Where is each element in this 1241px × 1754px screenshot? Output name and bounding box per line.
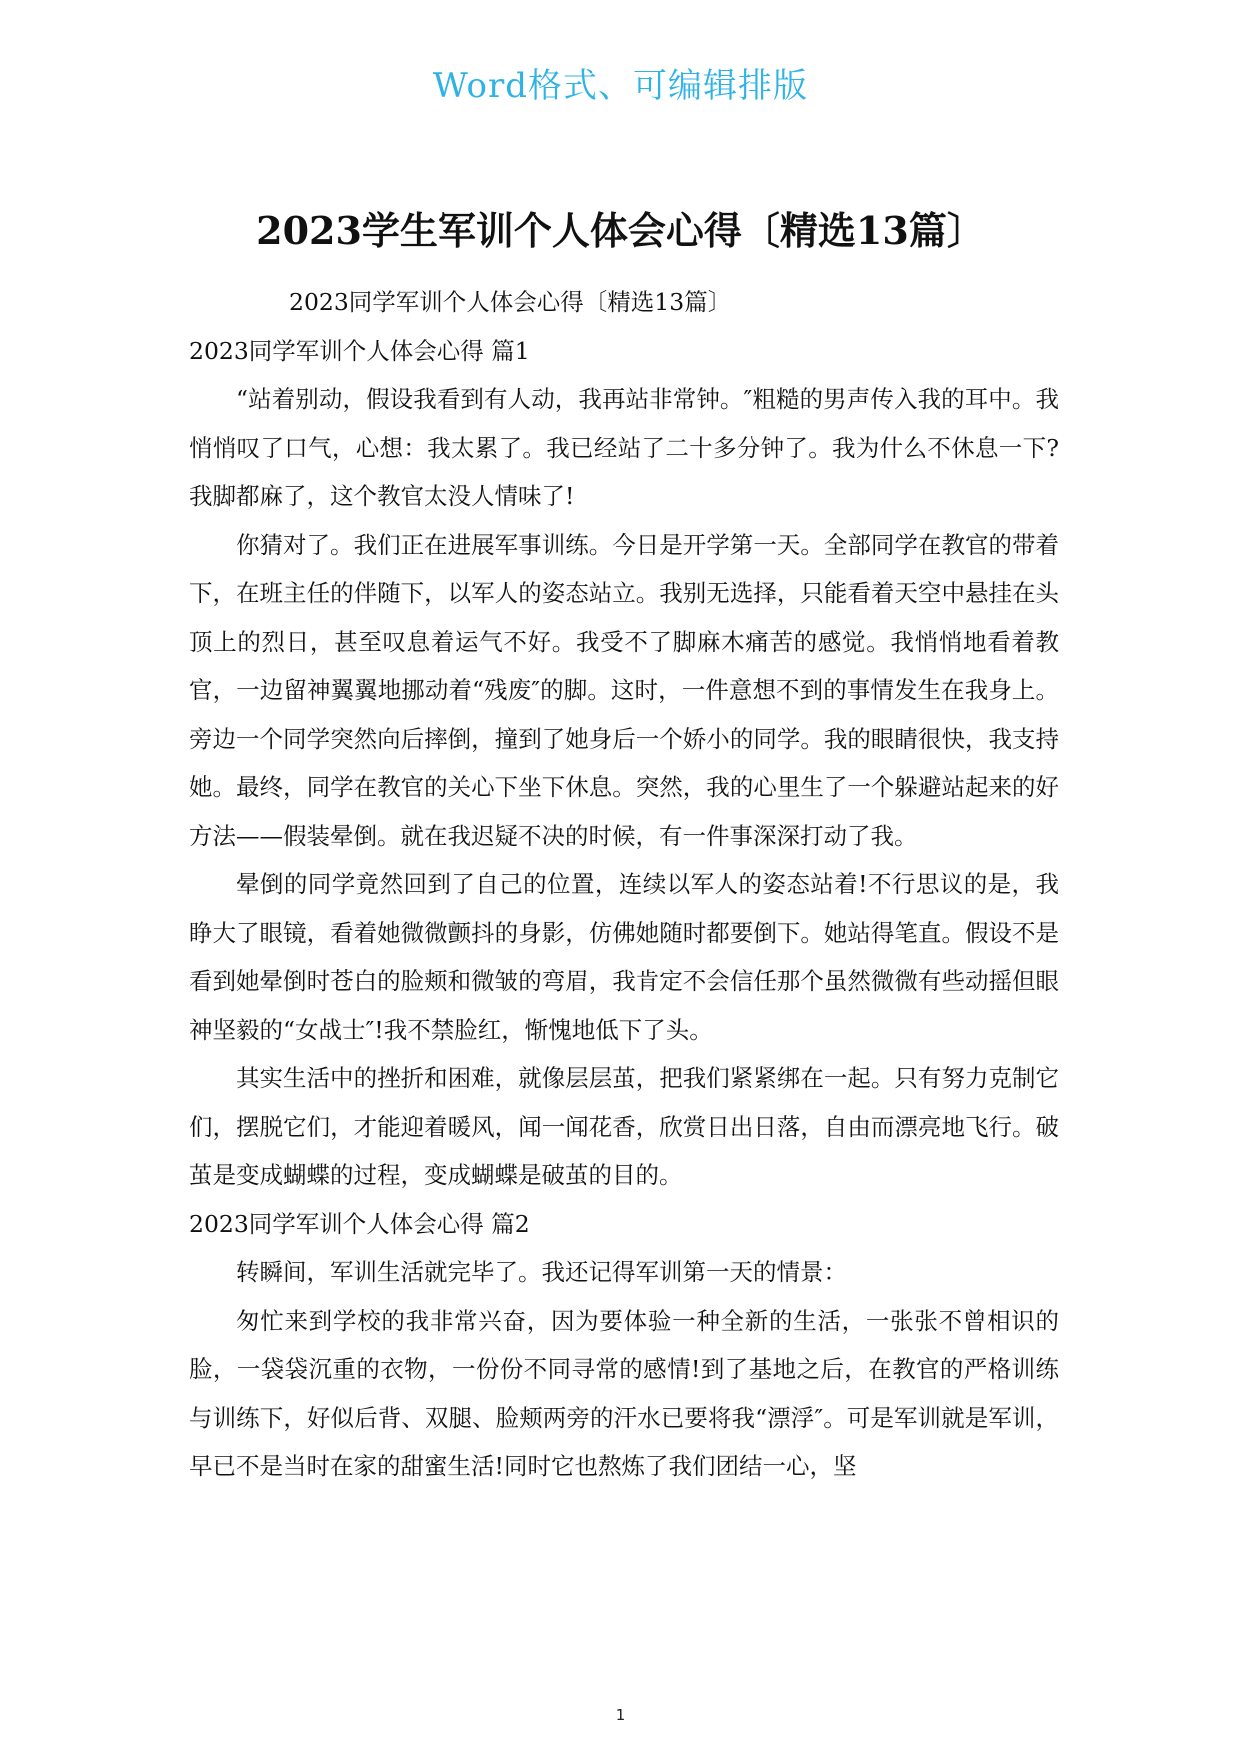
document-body: [189, 278, 1059, 1491]
header-banner: Word格式、可编辑排版: [432, 66, 809, 106]
section-heading-1: 2023同学军训个人体会心得 篇1: [189, 336, 530, 365]
paragraph: 转瞬间，军训生活就完毕了。我还记得军训第一天的情景：: [236, 1258, 847, 1286]
paragraph: 你猜对了。我们正在进展军事训练。今日是开学第一天。全部同学在教官的带着下，在班主任的伴随下，以军人的姿态站立。我别无选择，只能看着天空中悬挂在头顶上的烈日，甚至叹息着运气不好。我受不了脚麻木痛苦的感觉。我悄悄地看着教官，一边留神翼翼地挪动着“残废″的脚。这时，一件意想不到的事情发生在我身上。旁边一个同学突然向后摔倒，撞到了她身后一个娇小的同学。我的眼睛很快，我支持她。最终，同学在教官的关心下坐下休息。突然，我的心里生了一个躲避站起来的好方法——假装晕倒。就在我迟疑不决的时候，有一件事深深打动了我。: [189, 530, 1059, 850]
paragraph: 晕倒的同学竟然回到了自己的位置，连续以军人的姿态站着!不行思议的是，我睁大了眼镜，看着她微微颤抖的身影，仿佛她随时都要倒下。她站得笔直。假设不是看到她晕倒时苍白的脸颊和微皱的弯眉，我肯定不会信任那个虽然微微有些动摇但眼神坚毅的“女战士″!我不禁脸红，惭愧地低下了头。: [189, 870, 1059, 1044]
document-title: 2023学生军训个人体会心得〔精选13篇〕: [256, 208, 985, 253]
paragraph: 匆忙来到学校的我非常兴奋，因为要体验一种全新的生活，一张张不曾相识的脸，一袋袋沉重的衣物，一份份不同寻常的感情!到了基地之后，在教官的严格训练与训练下，好似后背、双腿、脸颊两旁的汗水已要将我“漂浮″。可是军训就是军训，早已不是当时在家的甜蜜生活!同时它也熬炼了我们团结一心，坚: [189, 1306, 1059, 1480]
document-subtitle: 2023同学军训个人体会心得〔精选13篇〕: [289, 288, 732, 316]
section-heading-2: 2023同学军训个人体会心得 篇2: [189, 1209, 530, 1238]
paragraph: 其实生活中的挫折和困难，就像层层茧，把我们紧紧绑在一起。只有努力克制它们，摆脱它们，才能迎着暖风，闻一闻花香，欣赏日出日落，自由而漂亮地飞行。破茧是变成蝴蝶的过程，变成蝴蝶是破茧的目的。: [189, 1064, 1059, 1189]
page-number: 1: [615, 1706, 626, 1724]
paragraph: “站着别动，假设我看到有人动，我再站非常钟。″粗糙的男声传入我的耳中。我悄悄叹了口气，心想：我太累了。我已经站了二十多分钟了。我为什么不休息一下?我脚都麻了，这个教官太没人情味了!: [189, 385, 1059, 510]
